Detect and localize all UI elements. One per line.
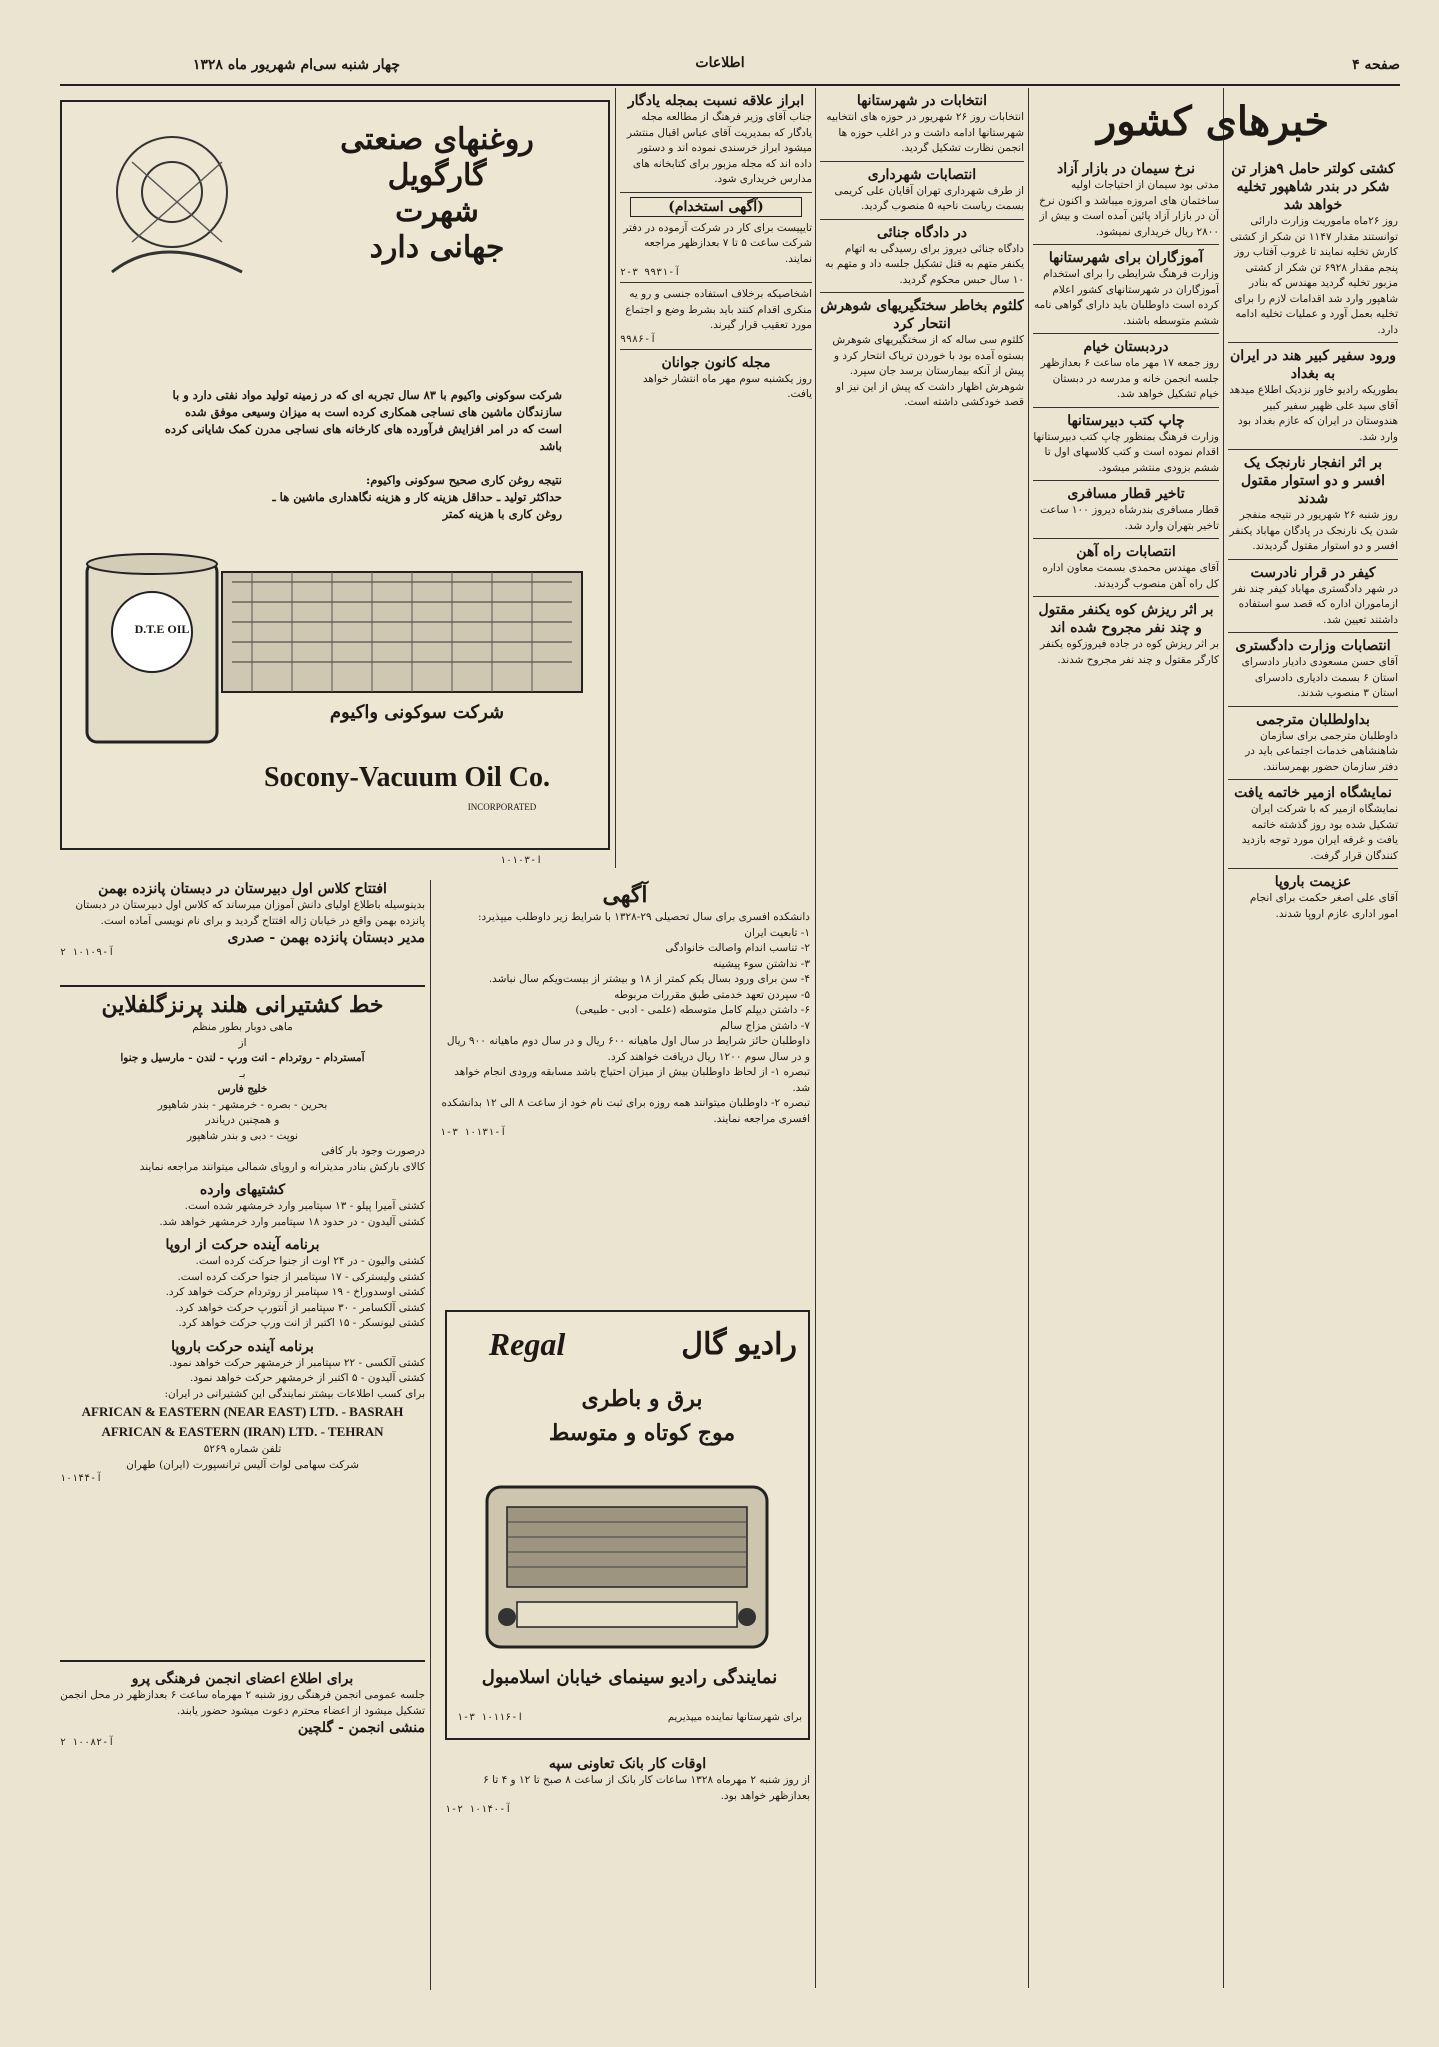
tagline-1: نتیجه روغن کاری صحیح سوکونی واکیوم: [365,473,562,487]
headline: چاپ کتب دبیرستانها [1067,412,1185,429]
radio-foot: برای شهرستانها نماینده میپذیریم [667,1712,802,1723]
article-body: روز یکشنبه سوم مهر ماه انتشار خواهد یافت. [642,372,812,400]
oil-advertisement [60,100,610,850]
article-body: کلثوم سی ساله که از سختگیریهای شوهرش بستوه آمده بود با خوردن تریاک انتحار کرد و پیش از آنکه بیمارستان برسد جان سپرد. شوهرش اظهار داشت که پیش از این نیز او قصد خودکشی داشته است. [832,334,1024,408]
radio-feature: موج کوتاه و متوسط [548,1420,736,1446]
ad-line: کشتی ولیسترکی - ۱۷ سپتامبر از جنوا حرکت کرده است. [177,1270,425,1283]
radio-ad [445,1310,810,1740]
article-body: مدتی بود سیمان از احتیاجات اولیه ساختمان های امروزه میباشد و اکنون نرخ آن در بازار آزاد پائین آمده است و بیش از ۲۸۰۰ ریال خریداری نمیشود. [1039,179,1219,238]
ad-line: بحرین - بصره - خرمشهر - بندر شاهپور [157,1098,328,1111]
paper-name: اطلاعات [695,55,745,71]
ad-body: دانشکده افسری برای سال تحصیلی ۲۹-۱۳۲۸ با شرایط زیر داوطلب میپذیرد: [478,911,810,923]
ad-line: نوپت - دبی و بندر شاهپور [186,1129,299,1142]
ad-code: آ-۱۰۱۰۳ [500,855,543,866]
ad-line: برای کسب اطلاعات بیشتر نمایندگی این کشتیرانی در ایران: [164,1387,425,1400]
ad-headline: جهانی دارد [369,230,505,265]
ad-body: اشخاصیکه برخلاف استفاده جنسی و رو یه منکری اقدام کنند باید بشرط وضع و اجتماع مورد تعقیب قرار گیرند. [625,288,812,331]
article-body: بطوریکه رادیو خاور نزدیک اطلاع میدهد آقای سید علی ظهیر سفیر کبیر هندوستان در ایران که عازم بغداد بود وارد شد. [1229,384,1398,443]
ad-item: ۳- نداشتن سوء پیشینه [712,957,810,970]
university-ad [440,880,810,1300]
headline: انتصابات شهرداری [867,166,977,183]
ad-body: شرکت سوکونی واکیوم با ۸۳ سال تجربه ای که در زمینه تولید مواد نفتی دارد و با سازندگان ماشین های نساجی همکاری کرده است به میزان وسیعی موفق شده است که در امر افزایش فرآورده های کارخانه های نساجی مدرن کمک شایانی کرده باشد [164,388,562,453]
ad-subtitle: برنامه آینده حرکت باروپا [171,1338,314,1355]
ad-item: ۶- داشتن دیپلم کامل متوسطه (علمی - ادبی - طبیعی) [575,1004,810,1016]
ad-line: کشتی لیونسکر - ۱۵ اکتبر از انت ورپ حرکت خواهد کرد. [178,1317,425,1329]
club-ad [60,1670,425,1870]
headline: مجله کانون جوانان [661,354,771,371]
headline: ورود سفیر کبیر هند در ایران به بغداد [1229,348,1397,382]
headline: کیفر در قرار نادرست [1250,564,1376,581]
headline: انتصابات راه آهن [1076,544,1176,560]
article-body: بر اثر ریزش کوه در جاده فیروزکوه یکنفر کارگر مقتول و چند نفر مجروح شدند. [1040,638,1219,666]
headline: نرخ سیمان در بازار آزاد [1056,161,1196,177]
headline: بر اثر ریزش کوه یکنفر مقتول و چند نفر مجروح شده اند [1038,602,1214,636]
ad-item: ۵- سپردن تعهد خدمتی طبق مقررات مربوطه [614,988,810,1001]
article-body: قطار مسافری بندرشاه دیروز ۱۰۰ ساعت تاخیر بتهران وارد شد. [1039,504,1219,532]
ad-title: اوقات کار بانک تعاونی سپه [548,1756,707,1772]
article-body: از طرف شهرداری تهران آقایان علی کریمی بسمت ریاست ناحیه ۵ منصوب گردید. [834,184,1024,212]
ad-item: ۲- تناسب اندام واصالت خانوادگی [665,942,810,954]
ad-line: از [238,1036,247,1049]
ad-line: درصورت وجود بار کافی [321,1145,425,1157]
article-body: در شهر دادگستری مهاباد کیفر چند نفر ازماموران اداره که قصد سو استفاده داشتند تعیین شد. [1232,582,1398,626]
column-divider [1223,88,1224,1988]
ad-code: آ-۱۰۰۸۲ ۲ [60,1737,115,1748]
ad-divider [60,985,425,987]
headline: بداولطلبان مترجمی [1256,711,1370,728]
masthead-rule [60,84,1400,86]
column-2 [1033,160,1219,2000]
ad-line: بـ [239,1067,246,1080]
ad-body: داوطلبان حائز شرایط در سال اول ماهیانه ۶۰۰ ریال و در سال دوم ماهیانه ۹۰۰ ریال و در سال سوم ۱۲۰۰ ریال دریافت خواهند کرد. [446,1035,810,1063]
ad-line: خلیج فارس [217,1083,268,1095]
article-body: داوطلبان مترجمی برای سازمان شاهنشاهی خدمات اجتماعی باید در دفتر سازمان حضور بهمرسانند. [1245,729,1398,773]
ad-body: تایپیست برای کار در شرکت آزموده در دفتر شرکت ساعت ۵ تا ۷ بعدازظهر مراجعه نمایند. [623,221,812,265]
school-ad [60,880,425,980]
agent-name-en: AFRICAN & EASTERN (IRAN) LTD. - TEHRAN [101,1424,384,1439]
column-divider [815,88,816,1988]
country-news-title: خبرهای کشور [1096,98,1330,145]
headline: کشتی کولتر حامل ۹هزار تن شکر در بندر شاهپور تخلیه خواهد شد [1231,161,1395,213]
article-body: نمایشگاه ازمیر که با شرکت ایران تشکیل شده بود روز گذشته خاتمه یافت و غرفه ایران مورد توجه بازدید کنندگان قرار گرفت. [1241,803,1398,862]
column-divider [1028,88,1029,1988]
article-body: آقای حسن مسعودی دادیار دادسرای استان ۶ بسمت دادیاری دادسرای استان ۳ منصوب شدند. [1241,656,1398,699]
radio-brand-fa: رادیو گال [681,1327,797,1362]
column-divider [615,88,616,868]
ad-title: افتتاح کلاس اول دبیرستان در دبستان پانزده بهمن [98,881,387,897]
ad-title: خط کشتیرانی هلند پرنزگلفلاین [101,992,384,1018]
ad-signature: مدیر دبستان پانزده بهمن - صدری [227,930,425,946]
headline: ابراز علاقه نسبت بمجله یادگار [627,93,805,109]
headline: انتصابات وزارت دادگستری [1235,638,1391,654]
company-name-en: Socony-Vacuum Oil Co. [263,762,550,793]
article-body: جناب آقای وزیر فرهنگ از مطالعه مجله یادگار که بمدیریت آقای عباس اقبال منتشر میشود ابراز خرسندی نموده اند و دستور داده اند که مجله مزبور برای کتابخانه های مدارس خریداری شود. [626,111,812,185]
headline: (آگهی استخدام) [630,197,802,217]
radio-illustration [477,1477,777,1657]
headline: نمایشگاه ازمیر خاتمه یافت [1234,785,1392,801]
headline: بر اثر انفجار نارنجک یک افسر و دو استوار مقتول شدند [1241,455,1385,507]
article-body: روز ۲۶ماه ماموریت وزارت دارائی توانستند مقدار ۱۱۴۷ تن شکر از کشتی کارش تخلیه نمایند تا غروب آفتاب روز پنجم مقدار ۶۹۲۸ تن شکر از کشتی مزبور تخلیه گردید مهندس که بنادر شاهپور وارد شد اقدامات لازم را برای تخلیه بعمل آورد و عملیات تخلیه ادامه دارد. [1229,215,1398,336]
ad-body: از روز شنبه ۲ مهرماه ۱۳۲۸ ساعات کار بانک از ساعت ۸ صبح تا ۱۲ و ۴ تا ۶ بعدازظهر خواهد بود. [483,1774,810,1802]
ad-subtitle: کشتیهای وارده [199,1182,286,1198]
ad-line: آمستردام - روتردام - انت ورپ - لندن - مارسیل و جنوا [120,1052,365,1064]
article-body: روز شنبه ۲۶ شهریور در نتیجه منفجر شدن یک نارنجک در پادگان مهاباد یکنفر افسر و دو استوار مقتول گردیدند. [1229,509,1398,552]
bank-ad [445,1755,810,1875]
ad-body: بدینوسیله باطلاع اولیای دانش آموزان میرساند که کلاس اول دبیرستان در دبستان پانزده بهمن واقع در خیابان ژاله افتتاح گردید و برای نام نویسی آماده است. [75,899,425,927]
ad-line: کشتی آلکسی - ۲۲ سپتامبر از خرمشهر حرکت خواهد نمود. [169,1356,425,1369]
ad-note: تبصره ۱- از لحاظ داوطلبان بیش از میزان احتیاج باشد مسابقه ورودی انجام خواهد شد. [454,1066,810,1094]
radio-brand-en: Regal [488,1326,566,1362]
company-name-fa: شرکت سوکونی واکیوم [329,702,505,723]
oil-can-label: D.T.E OIL [134,622,190,636]
article-body: انتخابات روز ۲۶ شهریور در حوزه های انتخابیه شهرستانها ادامه داشت و در اغلب حوزه ها انجمن نظارت تشکیل گردید. [826,111,1024,154]
ad-headline: روغنهای صنعتی [340,122,534,157]
ad-line: کشتی اوسدوراخ - ۱۹ سپتامبر از روتردام حرکت خواهد کرد. [165,1286,425,1298]
ad-code: آ-۱۰۱۳۱ ۳-۱ [440,1127,507,1138]
ad-title: برای اطلاع اعضای انجمن فرهنگی پرو [131,1671,354,1687]
ad-tagline [162,472,562,527]
ad-subtitle: برنامه آینده حرکت از اروپا [165,1237,320,1253]
agent-name-en: AFRICAN & EASTERN (NEAR EAST) LTD. - BASRAH [81,1404,404,1419]
ad-line: کشتی والیون - در ۲۴ اوت از جنوا حرکت کرده است. [195,1255,425,1267]
section-title [1028,92,1398,162]
headline: کلثوم بخاطر سختگیریهای شوهرش انتحار کرد [820,298,1024,332]
headline: عزیمت باروپا [1274,874,1352,890]
ad-body: جلسه عمومی انجمن فرهنگی روز شنبه ۲ مهرماه ساعت ۶ بعدازظهر در محل انجمن تشکیل میشود از اعضاء محترم دعوت میشود حضور یابند. [60,1689,425,1717]
page-number: صفحه ۴ [1352,57,1400,73]
ad-line: ماهی دوبار بطور منظم [192,1021,293,1033]
article-body: آقای علی اصغر حکمت برای انجام امور اداری عازم اروپا شدند. [1249,892,1398,920]
article-body: آقای مهندس محمدی بسمت معاون اداره کل راه آهن منصوب گردیدند. [1042,562,1219,590]
article-body: وزارت فرهنگ بمنظور چاپ کتب دبیرستانها اقدام نموده است و کتب کلاسهای اول تا ششم بزودی منتشر میشود. [1033,430,1219,474]
ad-title: آگهی [602,882,648,908]
ad-headline: شهرت [395,194,479,229]
tagline-2: حداکثر تولید ـ حداقل هزینه کار و هزینه نگاهداری ماشین ها ـ [272,490,562,504]
machinery-illustration [82,122,282,322]
ad-code: آ-۱۰۱۴۴ [60,1473,103,1484]
ad-divider [60,1660,425,1662]
radio-features [487,1382,797,1472]
ad-line: تلفن شماره ۵۲۶۹ [203,1443,282,1455]
incorporated-label: INCORPORATED [467,802,537,812]
headline: در دادگاه جنائی [876,224,968,241]
ad-headline-block [282,122,592,322]
ad-line: کالای بارکش بنادر مدیترانه و اروپای شمالی میتوانند مراجعه نمایند [139,1160,425,1173]
column-1 [1228,160,1398,2000]
headline: انتخابات در شهرستانها [856,93,988,109]
date-line: چهار شنبه سی‌ام شهریور ماه ۱۳۲۸ [192,57,400,73]
column-divider [430,880,431,1990]
radio-agent: نمایندگی رادیو سینمای خیابان اسلامبول [481,1667,778,1688]
ad-line: کشتی آلیدون - در حدود ۱۸ سپتامبر وارد خرمشهر خواهد شد. [159,1215,425,1228]
ad-code: آ-۱۰۱۴۰ ۲-۱ [445,1804,512,1815]
ad-code: آ-۹۹۳۱ ۳-۲ [620,267,681,278]
column-3 [820,92,1024,1992]
ad-code: آ-۹۹۸۶ [620,333,657,345]
tagline-3: روغن کاری با هزینه کمتر [442,507,562,521]
article-body: دادگاه جنائی دیروز برای رسیدگی به اتهام یکنفر متهم به قتل تشکیل جلسه داد و متهم به ۱۰ سال حبس محکوم گردید. [824,242,1024,286]
ad-headline: گارگویل [387,158,487,193]
ad-item: ۴- سن برای ورود بسال یکم کمتر از ۱۸ و بیشتر از بیست‌ویکم سال نباشد. [488,973,810,985]
article-body: وزارت فرهنگ شرایطی را برای استخدام آموزگاران در شهرستانهای کشور اعلام کرده است داوطلبان باید دارای گواهی نامه ششم متوسطه باشند. [1034,268,1219,327]
ad-item: ۷- داشتن مزاج سالم [719,1019,810,1032]
headline: آموزگاران برای شهرستانها [1048,250,1204,266]
ad-line: کشتی آلکسامر - ۳۰ سپتامبر از آنتورپ حرکت خواهد کرد. [175,1301,425,1314]
headline: دردبستان خیام [1083,339,1169,355]
ad-line: و همچنین دریاندر [205,1114,280,1126]
ad-line: کشتی آمیرا پیلو - ۱۳ سپتامبر وارد خرمشهر شده است. [184,1200,425,1212]
ad-note: تبصره ۲- داوطلبان میتوانند همه روزه برای ثبت نام خود از ساعت ۸ الی ۱۲ بدانشکده افسری مراجعه نمایند. [441,1097,810,1125]
ad-signature: منشی انجمن - گلچین [297,1720,425,1736]
ad-code: آ-۱۰۱۱۶ ۳-۱ [457,1712,524,1723]
article-body: روز جمعه ۱۷ مهر ماه ساعت ۶ بعدازظهر جلسه انجمن خانه و مدرسه در دبستان خیام تشکیل خواهد شد. [1040,357,1219,400]
shipping-ad [60,990,425,1650]
radio-feature: برق و باطری [581,1386,703,1412]
ad-item: ۱- تابعیت ایران [744,926,810,939]
ad-line: شرکت سهامی لوات آلیس ترانسپورت (ایران) طهران [126,1458,359,1471]
ad-code: آ-۱۰۱۰۹ ۲ [60,947,115,958]
column-4 [620,92,812,872]
ad-line: کشتی آلیدون - ۵ اکتبر از خرمشهر حرکت خواهد نمود. [190,1372,425,1384]
headline: تاخیر قطار مسافری [1067,486,1185,502]
